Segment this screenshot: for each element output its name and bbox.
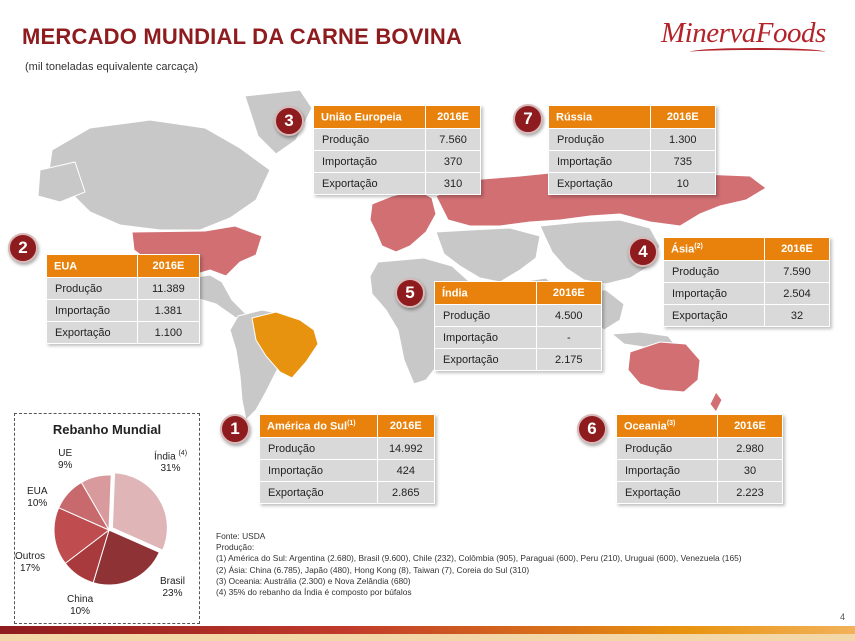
table-header-year: 2016E (137, 255, 199, 278)
row-value: 4.500 (536, 305, 601, 327)
row-value: 2.223 (717, 482, 782, 504)
row-label: Exportação (260, 482, 378, 504)
pie-label-china: China 10% (67, 594, 94, 617)
region-badge-ue: 3 (274, 106, 304, 136)
map-europe (370, 190, 436, 252)
row-label: Importação (617, 460, 718, 482)
region-badge-eua: 2 (8, 233, 38, 263)
row-value: 1.381 (137, 300, 199, 322)
row-label: Importação (664, 283, 765, 305)
row-value: - (536, 327, 601, 349)
footnotes (216, 531, 742, 598)
row-value: 2.504 (764, 283, 829, 305)
pie-label-brasil: Brasil 23% (160, 576, 186, 599)
table-russia (548, 105, 716, 195)
region-badge-india: 5 (395, 278, 425, 308)
row-value: 1.100 (137, 322, 199, 344)
row-value: 32 (764, 305, 829, 327)
footer-bar-light (0, 634, 855, 641)
table-header-region: União Europeia (314, 106, 426, 129)
row-value: 14.992 (377, 438, 434, 460)
table-header-region: América do Sul$^{(1)}$ (260, 415, 378, 438)
source-note: Fonte: USDA (216, 531, 266, 541)
row-label: Produção (260, 438, 378, 460)
row-value: 7.560 (426, 129, 481, 151)
page-number: 4 (839, 612, 845, 622)
footnote-2: (2) Ásia: China (6.785), Japão (480), Hong Kong (8), Taiwan (7), Coreia do Sul (310) (216, 564, 530, 575)
table-asia (663, 237, 830, 327)
page-title: MERCADO MUNDIAL DA CARNE BOVINA (22, 24, 463, 49)
map-australia (628, 342, 700, 392)
row-label: Produção (435, 305, 537, 327)
table-header-year: 2016E (536, 282, 601, 305)
production-heading: Produção: (216, 542, 255, 553)
footnote-4: (4) 35% do rebanho da Índia é composto por búfalos (216, 587, 412, 598)
table-header-year: 2016E (650, 106, 715, 129)
row-label: Importação (435, 327, 537, 349)
map-canada (48, 120, 270, 230)
footer-bar (0, 626, 855, 634)
footnote-3: (3) Oceania: Austrália (2.300) e Nova Zelândia (680) (216, 575, 411, 586)
herd-pie-panel (14, 413, 200, 624)
table-eua (46, 254, 200, 344)
row-label: Produção (617, 438, 718, 460)
row-label: Importação (47, 300, 138, 322)
row-label: Produção (664, 261, 765, 283)
region-badge-oceania: 6 (577, 414, 607, 444)
row-label: Produção (549, 129, 651, 151)
row-label: Importação (549, 151, 651, 173)
table-header-year: 2016E (377, 415, 434, 438)
table-oceania (616, 414, 783, 504)
table-header-year: 2016E (764, 238, 829, 261)
map-new-zealand (710, 392, 722, 412)
row-label: Exportação (435, 349, 537, 371)
row-value: 1.300 (650, 129, 715, 151)
row-value: 424 (377, 460, 434, 482)
row-label: Produção (314, 129, 426, 151)
page-subtitle: (mil toneladas equivalente carcaça) (25, 61, 199, 73)
row-value: 2.865 (377, 482, 434, 504)
row-label: Exportação (47, 322, 138, 344)
row-label: Exportação (617, 482, 718, 504)
table-header-year: 2016E (717, 415, 782, 438)
row-value: 11.389 (137, 278, 199, 300)
region-badge-russia: 7 (513, 104, 543, 134)
table-header-year: 2016E (426, 106, 481, 129)
pie-title: Rebanho Mundial (52, 422, 162, 437)
row-label: Exportação (314, 173, 426, 195)
row-value: 10 (650, 173, 715, 195)
pie-label-ue: UE 9% (58, 448, 73, 471)
table-header-region: Ásia$^{(2)}$ (664, 238, 765, 261)
row-value: 735 (650, 151, 715, 173)
row-value: 2.175 (536, 349, 601, 371)
row-value: 30 (717, 460, 782, 482)
table-ue (313, 105, 481, 195)
region-badge-america-sul: 1 (220, 414, 250, 444)
row-value: 310 (426, 173, 481, 195)
row-value: 7.590 (764, 261, 829, 283)
table-header-region: Rússia (549, 106, 651, 129)
row-label: Exportação (664, 305, 765, 327)
row-label: Importação (314, 151, 426, 173)
table-header-region: Oceania$^{(3)}$ (617, 415, 718, 438)
table-america-sul (259, 414, 435, 504)
minerva-foods-logo: MinervaFoods (661, 17, 826, 49)
row-label: Importação (260, 460, 378, 482)
region-badge-asia: 4 (628, 237, 658, 267)
row-label: Produção (47, 278, 138, 300)
pie-label-india: Índia $^{(4)}$ 31% (154, 450, 188, 475)
row-value: 370 (426, 151, 481, 173)
table-header-region: Índia (435, 282, 537, 305)
table-india (434, 281, 602, 371)
row-value: 2.980 (717, 438, 782, 460)
footnote-1: (1) América do Sul: Argentina (2.680), Brasil (9.600), Chile (232), Colômbia (905), Paraguai (600), Peru (210), Uruguai (600), Venezuela (165) (216, 553, 742, 564)
table-header-region: EUA (47, 255, 138, 278)
pie-label-outros: Outros 17% (15, 551, 46, 574)
row-label: Exportação (549, 173, 651, 195)
pie-label-eua: EUA 10% (27, 486, 48, 509)
